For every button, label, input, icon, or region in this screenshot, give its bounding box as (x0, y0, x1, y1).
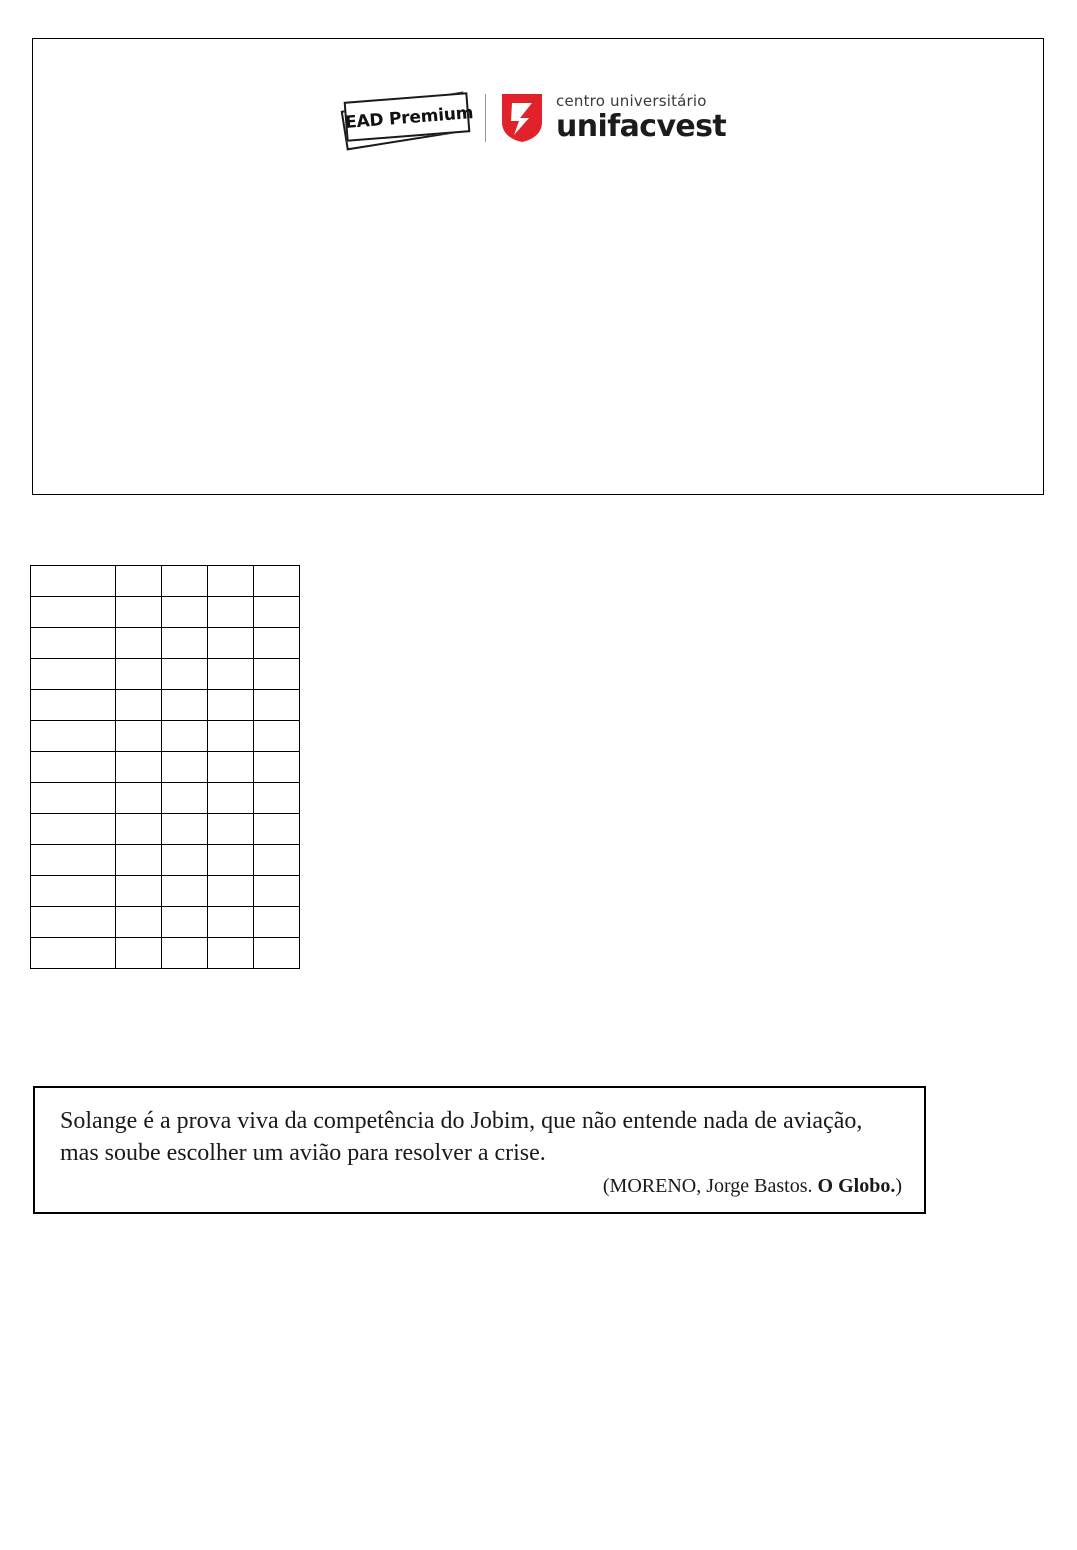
table-cell (162, 783, 208, 814)
table-cell (208, 876, 254, 907)
table-cell (208, 659, 254, 690)
table-row (31, 938, 300, 969)
table-cell (116, 690, 162, 721)
table-row (31, 783, 300, 814)
table-cell (162, 876, 208, 907)
table-cell (254, 783, 300, 814)
table-cell (208, 752, 254, 783)
quote-text: Solange é a prova viva da competência do Jobim, que não entende nada de aviação, mas soube escolher um avião para resolver a crise. (60, 1108, 863, 1166)
table-cell (208, 938, 254, 969)
table-row (31, 907, 300, 938)
table-cell (31, 690, 116, 721)
table-cell (116, 938, 162, 969)
table-row (31, 659, 300, 690)
quote-source (60, 1175, 902, 1198)
table-cell (254, 938, 300, 969)
quote-source-suffix: ) (895, 1175, 902, 1198)
unifacvest-shield-icon (500, 92, 544, 144)
table-cell (254, 907, 300, 938)
table-cell (162, 814, 208, 845)
table-cell (162, 690, 208, 721)
table-cell (208, 907, 254, 938)
table-cell (116, 566, 162, 597)
logo-divider (485, 94, 486, 142)
table-cell (31, 938, 116, 969)
table-row (31, 752, 300, 783)
header-frame (32, 38, 1044, 495)
table-cell (116, 597, 162, 628)
table-cell (162, 752, 208, 783)
table-cell (254, 752, 300, 783)
table-cell (31, 628, 116, 659)
table-cell (162, 628, 208, 659)
logo-lockup (343, 89, 726, 147)
quote-box (33, 1086, 926, 1214)
table-cell (162, 721, 208, 752)
table-cell (31, 814, 116, 845)
answer-grid-table (30, 565, 300, 969)
table-cell (162, 907, 208, 938)
table-cell (116, 628, 162, 659)
table-cell (254, 566, 300, 597)
table-cell (116, 814, 162, 845)
table-cell (208, 721, 254, 752)
table-cell (208, 690, 254, 721)
table-row (31, 597, 300, 628)
table-cell (162, 597, 208, 628)
table-cell (254, 690, 300, 721)
table-cell (254, 845, 300, 876)
table-row (31, 814, 300, 845)
table-cell (31, 845, 116, 876)
table-cell (31, 752, 116, 783)
table-cell (116, 907, 162, 938)
table-cell (162, 938, 208, 969)
quote-source-emphasis: O Globo. (817, 1175, 896, 1198)
table-row (31, 721, 300, 752)
table-row (31, 845, 300, 876)
answer-grid-body (31, 566, 300, 969)
table-cell (31, 783, 116, 814)
table-cell (31, 659, 116, 690)
table-cell (208, 597, 254, 628)
table-cell (31, 597, 116, 628)
table-cell (162, 845, 208, 876)
table-cell (254, 721, 300, 752)
table-cell (208, 566, 254, 597)
table-row (31, 876, 300, 907)
institution-subtitle: centro universitário (556, 92, 707, 110)
table-cell (208, 845, 254, 876)
table-row (31, 566, 300, 597)
table-cell (116, 783, 162, 814)
ead-premium-logo (343, 93, 475, 143)
table-cell (254, 876, 300, 907)
table-cell (116, 752, 162, 783)
table-cell (31, 876, 116, 907)
table-cell (254, 659, 300, 690)
institution-name: unifacvest (556, 109, 727, 144)
table-cell (254, 628, 300, 659)
table-cell (116, 721, 162, 752)
table-row (31, 690, 300, 721)
table-cell (162, 566, 208, 597)
quote-source-prefix: (MORENO, Jorge Bastos. (602, 1175, 818, 1198)
table-cell (31, 721, 116, 752)
ead-premium-label: EAD Premium (344, 102, 474, 134)
table-cell (116, 876, 162, 907)
table-cell (254, 597, 300, 628)
table-cell (254, 814, 300, 845)
table-cell (116, 659, 162, 690)
table-cell (208, 783, 254, 814)
table-row (31, 628, 300, 659)
unifacvest-wordmark (556, 94, 726, 142)
table-cell (162, 659, 208, 690)
table-cell (208, 628, 254, 659)
table-cell (31, 566, 116, 597)
table-cell (116, 845, 162, 876)
table-cell (31, 907, 116, 938)
table-cell (208, 814, 254, 845)
